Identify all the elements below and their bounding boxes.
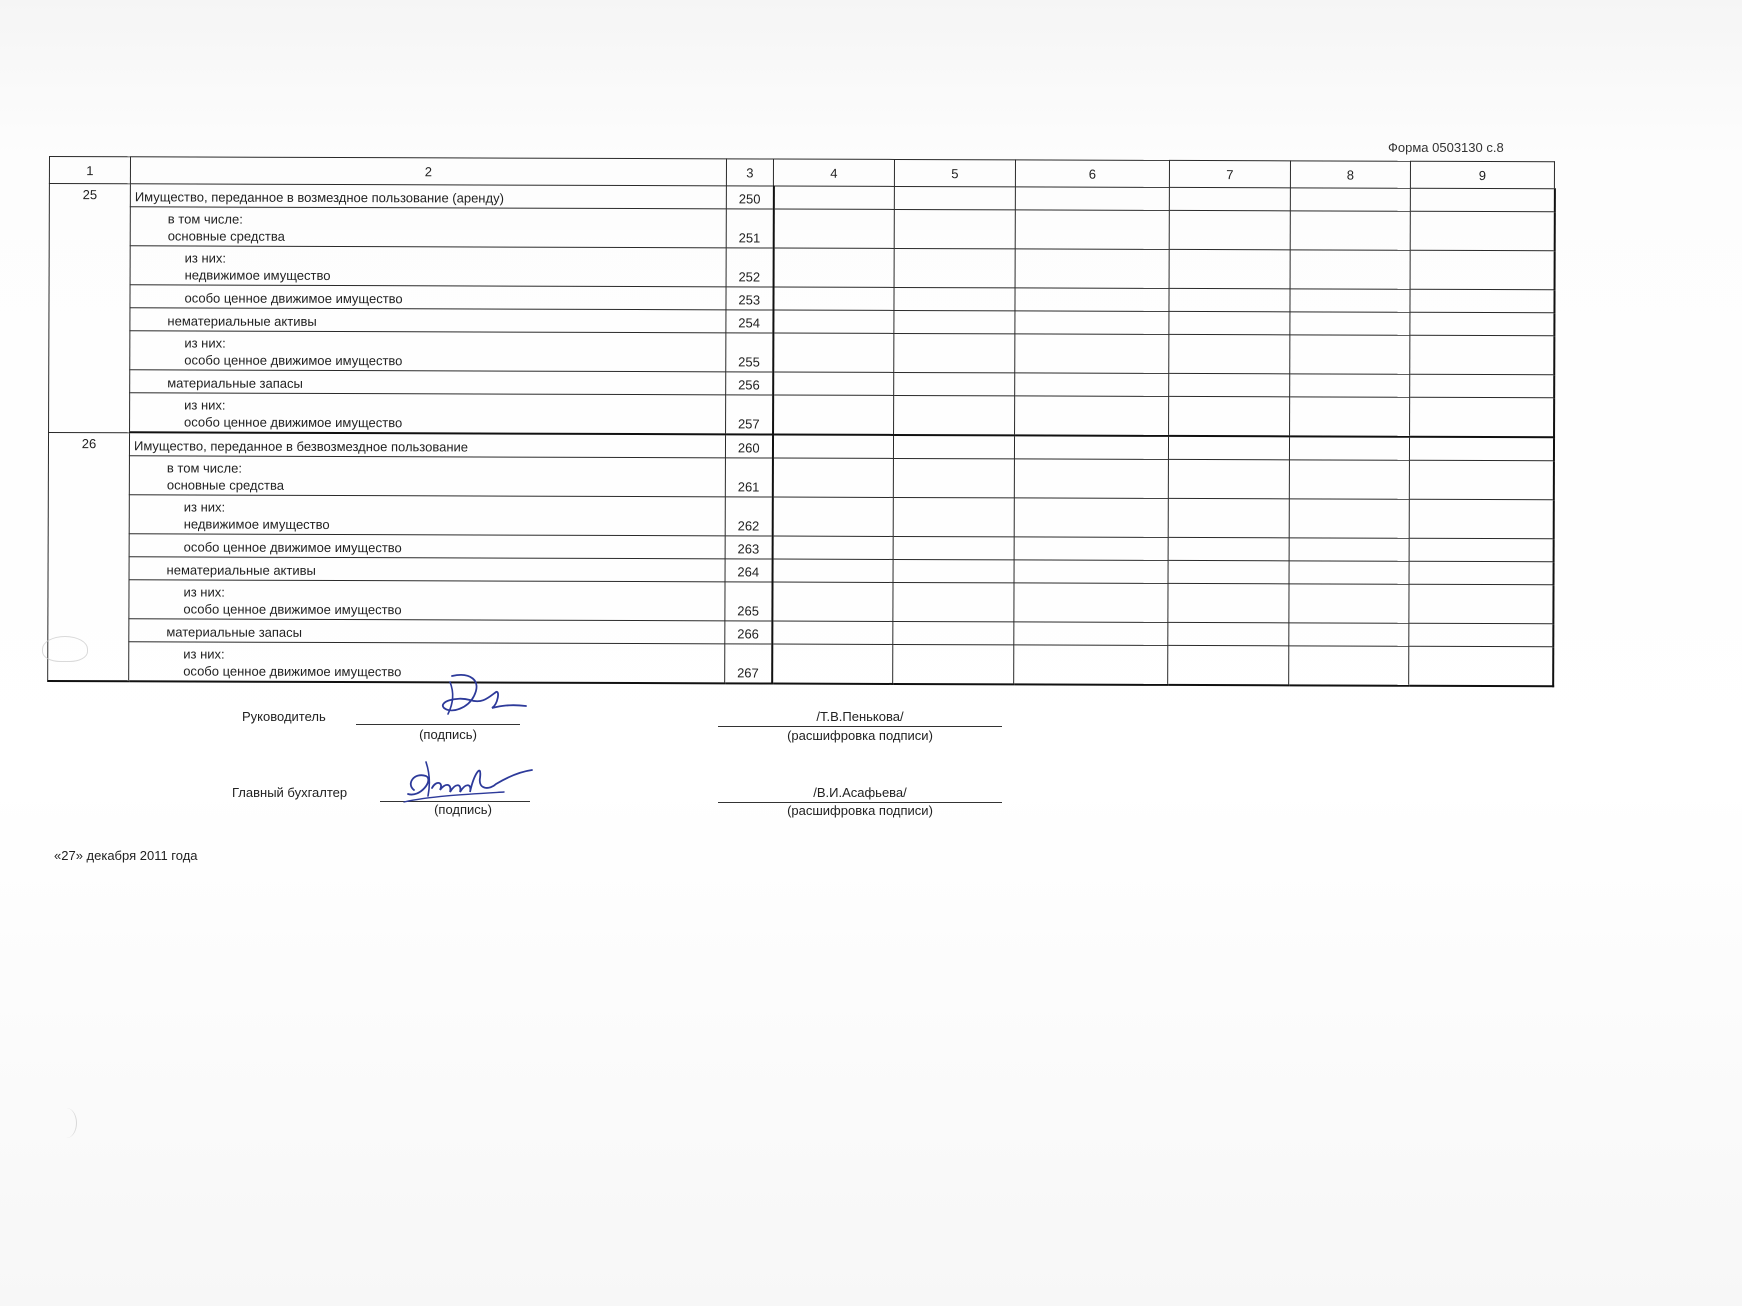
value-cell-col-4[interactable] [772, 536, 893, 559]
value-cell-col-6[interactable] [1015, 334, 1169, 374]
value-cell-col-6[interactable] [1014, 560, 1168, 584]
row-description [130, 207, 726, 248]
description-line: особо ценное движимое имущество [184, 414, 403, 431]
value-cell-col-8[interactable] [1289, 584, 1409, 623]
value-cell-col-7[interactable] [1168, 537, 1289, 560]
value-cell-col-9[interactable] [1409, 437, 1553, 461]
row-description [129, 619, 725, 644]
description-line: в том числе: [166, 460, 243, 476]
description-line: основные средства [166, 477, 285, 493]
description-line: из них: [183, 646, 225, 662]
description-line: из них: [184, 397, 226, 413]
value-cell-col-8[interactable] [1290, 312, 1410, 335]
value-cell-col-4[interactable] [773, 395, 894, 435]
value-cell-col-9[interactable] [1409, 646, 1553, 686]
value-cell-col-5[interactable] [893, 621, 1014, 644]
row-description [130, 308, 726, 333]
value-cell-col-4[interactable] [772, 559, 893, 582]
header-cell: 9 [1410, 161, 1554, 189]
value-cell-col-5[interactable] [893, 497, 1014, 536]
row-description [129, 432, 725, 458]
description-line: материальные запасы [167, 375, 303, 391]
value-cell-col-5[interactable] [893, 644, 1014, 684]
row-code: 257 [726, 395, 773, 435]
description-line: из них: [184, 250, 227, 266]
value-cell-col-4[interactable] [773, 310, 894, 333]
value-cell-col-9[interactable] [1410, 312, 1554, 336]
header-cell: 4 [773, 159, 894, 186]
description-line: особо ценное движимое имущество [183, 601, 402, 618]
value-cell-col-9[interactable] [1409, 538, 1553, 562]
value-cell-col-6[interactable] [1015, 187, 1169, 211]
value-cell-col-6[interactable] [1014, 645, 1168, 685]
row-description [129, 456, 725, 497]
scan-smudge [42, 636, 88, 662]
description-line: Имущество, переданное в безвозмездное пользование [133, 438, 469, 455]
description-line: нематериальные активы [166, 562, 316, 578]
value-cell-col-4[interactable] [773, 209, 894, 248]
value-cell-col-7[interactable] [1169, 187, 1290, 210]
value-cell-col-7[interactable] [1168, 498, 1289, 537]
value-cell-col-6[interactable] [1014, 537, 1168, 561]
row-description [129, 534, 725, 559]
row-code: 250 [726, 186, 773, 209]
row-code: 256 [726, 372, 773, 395]
value-cell-col-7[interactable] [1168, 583, 1289, 622]
value-cell-col-4[interactable] [773, 186, 894, 209]
value-cell-col-6[interactable] [1015, 373, 1169, 397]
value-cell-col-7[interactable] [1169, 249, 1290, 288]
description-line: недвижимое имущество [184, 267, 331, 283]
value-cell-col-6[interactable] [1015, 288, 1169, 312]
value-cell-col-9[interactable] [1409, 460, 1553, 500]
header-cell: 8 [1290, 161, 1410, 188]
value-cell-col-9[interactable] [1410, 250, 1554, 290]
row-code: 262 [725, 497, 772, 536]
value-cell-col-8[interactable] [1290, 188, 1410, 211]
header-cell: 6 [1015, 160, 1169, 188]
row-code: 266 [725, 621, 772, 644]
row-code: 261 [725, 458, 772, 497]
description-line: особо ценное движимое имущество [184, 290, 403, 307]
header-cell: 5 [894, 159, 1015, 186]
value-cell-col-6[interactable] [1015, 396, 1169, 436]
value-cell-col-9[interactable] [1410, 211, 1554, 251]
value-cell-col-4[interactable] [772, 621, 893, 644]
value-cell-col-7[interactable] [1169, 210, 1290, 249]
value-cell-col-8[interactable] [1289, 538, 1409, 561]
value-cell-col-9[interactable] [1410, 188, 1554, 212]
accountant-label: Главный бухгалтер [232, 785, 348, 800]
row-code: 253 [726, 287, 773, 310]
description-line: особо ценное движимое имущество [183, 539, 402, 556]
head-sign-caption: (подпись) [419, 727, 477, 742]
group-number: 25 [49, 184, 131, 433]
table-row [49, 331, 1554, 375]
header-cell: 7 [1169, 160, 1290, 187]
value-cell-col-5[interactable] [893, 582, 1014, 621]
description-line: нематериальные активы [167, 313, 317, 329]
value-cell-col-8[interactable] [1289, 436, 1409, 460]
row-code: 255 [726, 333, 773, 372]
value-cell-col-4[interactable] [772, 435, 893, 459]
value-cell-col-6[interactable] [1015, 210, 1169, 250]
value-cell-col-8[interactable] [1289, 499, 1409, 538]
value-cell-col-5[interactable] [894, 333, 1015, 372]
value-cell-col-6[interactable] [1014, 583, 1168, 623]
table-row [49, 246, 1554, 290]
table-row [49, 207, 1554, 251]
value-cell-col-6[interactable] [1015, 311, 1169, 335]
value-cell-col-8[interactable] [1289, 561, 1409, 584]
description-line: из них: [184, 335, 226, 351]
value-cell-col-8[interactable] [1290, 374, 1410, 397]
row-description [129, 642, 725, 684]
report-table [47, 156, 1555, 687]
value-cell-col-7[interactable] [1169, 311, 1290, 334]
description-line: особо ценное движимое имущество [183, 663, 402, 680]
accountant-sign-caption: (подпись) [434, 802, 492, 817]
value-cell-col-4[interactable] [773, 287, 894, 310]
value-cell-col-9[interactable] [1410, 289, 1554, 313]
value-cell-col-9[interactable] [1410, 335, 1554, 375]
value-cell-col-4[interactable] [772, 644, 893, 684]
value-cell-col-4[interactable] [773, 248, 894, 287]
row-description [129, 557, 725, 582]
description-line: Имущество, переданное в возмездное пользование (аренду) [134, 189, 504, 206]
header-cell: 1 [49, 157, 130, 184]
row-description [130, 246, 726, 287]
value-cell-col-5[interactable] [894, 248, 1015, 287]
value-cell-col-7[interactable] [1168, 436, 1289, 460]
row-description [130, 184, 726, 209]
value-cell-col-9[interactable] [1410, 397, 1554, 437]
accountant-signature [400, 754, 540, 810]
head-name: /Т.В.Пенькова/ [816, 709, 904, 724]
row-description [130, 393, 726, 435]
value-cell-col-8[interactable] [1290, 250, 1410, 289]
table-row [48, 494, 1553, 538]
value-cell-col-8[interactable] [1289, 623, 1409, 646]
value-cell-col-7[interactable] [1168, 560, 1289, 583]
value-cell-col-4[interactable] [773, 333, 894, 372]
value-cell-col-7[interactable] [1168, 459, 1289, 498]
description-line: в том числе: [167, 211, 243, 227]
value-cell-col-9[interactable] [1409, 561, 1553, 585]
value-cell-col-5[interactable] [894, 310, 1015, 333]
value-cell-col-5[interactable] [894, 372, 1015, 395]
value-cell-col-9[interactable] [1409, 623, 1553, 647]
head-signature [430, 670, 530, 730]
value-cell-col-7[interactable] [1168, 622, 1289, 645]
head-name-caption: (расшифровка подписи) [787, 728, 933, 743]
value-cell-col-8[interactable] [1289, 646, 1409, 686]
value-cell-col-5[interactable] [894, 287, 1015, 310]
row-description [130, 370, 726, 395]
value-cell-col-4[interactable] [772, 582, 893, 621]
value-cell-col-5[interactable] [893, 559, 1014, 582]
row-code: 265 [725, 582, 772, 621]
description-line: основные средства [167, 228, 285, 244]
row-code: 263 [725, 536, 772, 559]
value-cell-col-5[interactable] [894, 395, 1015, 435]
description-line: материальные запасы [166, 624, 303, 640]
table-row [48, 455, 1553, 499]
table-row [48, 641, 1553, 686]
row-code: 252 [726, 248, 773, 287]
row-description [129, 495, 725, 536]
document-date: «27» декабря 2011 года [54, 848, 198, 863]
value-cell-col-4[interactable] [772, 458, 893, 497]
value-cell-col-6[interactable] [1014, 498, 1168, 538]
value-cell-col-6[interactable] [1015, 249, 1169, 289]
row-description [130, 331, 726, 372]
row-description [130, 285, 726, 310]
value-cell-col-7[interactable] [1169, 288, 1290, 311]
row-code: 254 [726, 310, 773, 333]
value-cell-col-7[interactable] [1169, 373, 1290, 396]
value-cell-col-4[interactable] [773, 372, 894, 395]
value-cell-col-8[interactable] [1290, 289, 1410, 312]
group-number: 26 [48, 432, 130, 681]
value-cell-col-8[interactable] [1290, 335, 1410, 374]
value-cell-col-9[interactable] [1410, 374, 1554, 398]
description-line: особо ценное движимое имущество [184, 352, 403, 369]
head-name-line [718, 726, 1002, 727]
row-code: 251 [726, 209, 773, 248]
value-cell-col-4[interactable] [772, 497, 893, 536]
description-line: из них: [183, 499, 226, 515]
description-line: из них: [183, 584, 225, 600]
row-description [129, 580, 725, 621]
header-cell: 2 [130, 157, 726, 186]
accountant-name: /В.И.Асафьева/ [813, 785, 907, 800]
value-cell-col-8[interactable] [1289, 460, 1409, 499]
value-cell-col-6[interactable] [1014, 622, 1168, 646]
value-cell-col-5[interactable] [893, 536, 1014, 559]
table-row [49, 393, 1554, 438]
value-cell-col-9[interactable] [1409, 499, 1553, 539]
value-cell-col-5[interactable] [894, 186, 1015, 209]
accountant-name-caption: (расшифровка подписи) [787, 803, 933, 818]
table-row [48, 579, 1553, 623]
value-cell-col-7[interactable] [1169, 396, 1290, 436]
value-cell-col-8[interactable] [1290, 397, 1410, 437]
punch-hole-mark [56, 1108, 77, 1138]
value-cell-col-7[interactable] [1169, 334, 1290, 373]
value-cell-col-6[interactable] [1014, 435, 1168, 459]
value-cell-col-6[interactable] [1014, 459, 1168, 499]
value-cell-col-5[interactable] [893, 458, 1014, 497]
header-cell: 3 [726, 159, 773, 186]
value-cell-col-7[interactable] [1168, 645, 1289, 685]
value-cell-col-5[interactable] [894, 209, 1015, 248]
head-label: Руководитель [242, 709, 326, 724]
row-code: 267 [725, 644, 772, 684]
value-cell-col-9[interactable] [1409, 584, 1553, 624]
value-cell-col-8[interactable] [1290, 211, 1410, 250]
form-code: Форма 0503130 с.8 [1388, 140, 1504, 155]
value-cell-col-5[interactable] [893, 435, 1014, 459]
description-line: недвижимое имущество [183, 516, 330, 532]
row-code: 260 [725, 434, 772, 458]
row-code: 264 [725, 559, 772, 582]
